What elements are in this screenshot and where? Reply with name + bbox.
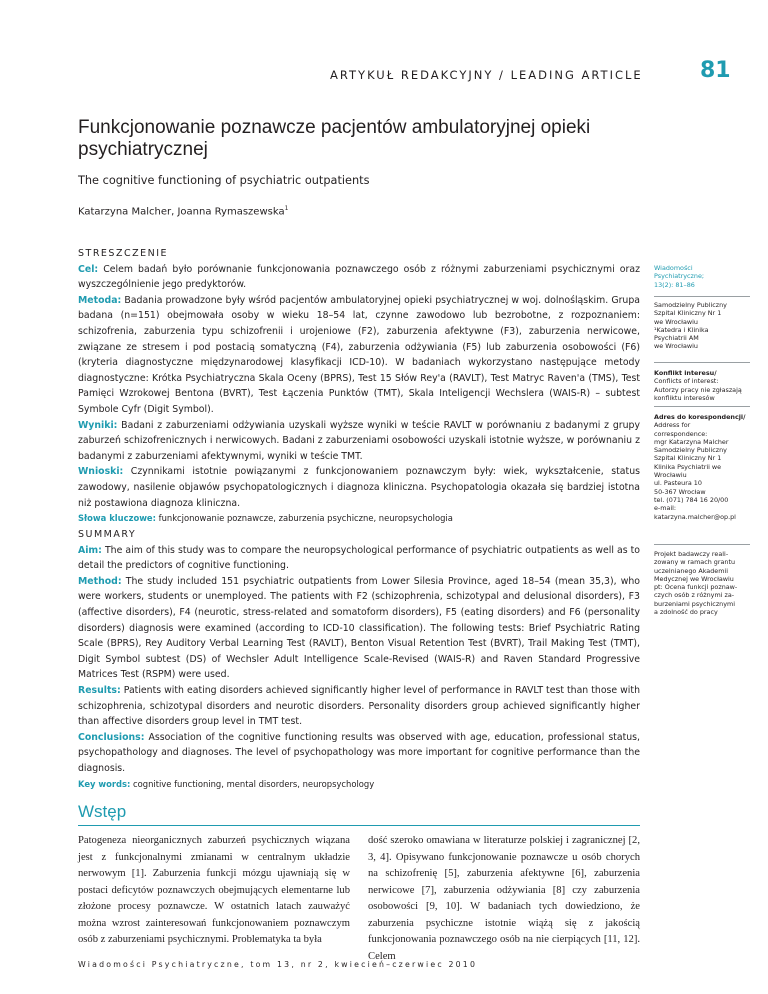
affiliation-line: ¹Katedra i Klinika — [654, 325, 709, 334]
address-line: tel. (071) 784 16 20/00 — [654, 495, 729, 504]
address-line: Wrocławiu — [654, 471, 687, 480]
body-column-right: dość szeroko omawiana w literaturze polskiej i zagranicznej [2, 3, 4]. Opisywano funkcjonowanie poznawcze u osób chorych na schizofrenię [5], zaburzenia afektywne [6], zaburzenia nerwicowe [7], zaburzenia odżywiania [8] czy zaburzenia osobowości [9, 10]. W badaniach tych dowiedziono, że zaburzenia psychiczne istotnie wiążą się z jakością funkcjonowania poznawczego osób na nie cierpiących [11, 12]. Celem — [368, 835, 640, 962]
label-conclusions: Conclusions: — [78, 731, 145, 743]
project-line: Medycznej we Wrocławiu — [654, 574, 734, 583]
label-results: Results: — [78, 684, 121, 696]
summary-keywords — [78, 777, 640, 793]
label-key-words: Key words: — [78, 778, 131, 789]
text-wyniki: Badani z zaburzeniami odżywiania uzyskali wyższe wyniki w teście RAVLT w porównaniu z badanymi z grupy zaburzeń schizofrenicznych i nerwicowych. Badani z zaburzeniami osobowości uzyskali istotnie wyższe, w porównaniu z badanymi z zaburzeniami afektywnymi, wyniki w teście TMT. — [78, 419, 640, 462]
abstract-results — [78, 418, 640, 465]
journal-name-2: Psychiatryczne; — [654, 272, 705, 281]
section-heading-intro: Wstęp — [78, 802, 127, 821]
summary-results — [78, 683, 640, 730]
journal-name: Wiadomości — [654, 264, 693, 272]
project-line: Projekt badawczy reali- — [654, 550, 729, 558]
sidebar-correspondence — [654, 413, 750, 521]
address-line: Adres do korespondencji/ — [654, 413, 746, 421]
sidebar-affiliation — [654, 301, 750, 351]
summary-heading: SUMMARY — [78, 529, 137, 540]
text-wnioski: Czynnikami istotnie powiązanymi z funkcjonowaniem poznawczym były: wiek, wykształcenie, status zawodowy, nasilenie objawów psychopatologicznych i diagnoza kliniczna. Psychopatologia okazała się bardziej istotna niż postawiona diagnoza kliniczna. — [78, 466, 640, 509]
sidebar-journal-ref — [654, 264, 750, 289]
address-line: Address for — [654, 421, 691, 430]
affiliation-line: we Wrocławiu — [654, 317, 698, 326]
page-number: 81 — [700, 58, 731, 83]
article-title: Funkcjonowanie poznawcze pacjentów ambulatoryjnej opieki psychiatrycznej — [78, 117, 591, 160]
address-line: Klinika Psychiatrii we — [654, 462, 722, 471]
text-metoda: Badania prowadzone były wśród pacjentów ambulatoryjnej opieki psychiatrycznej w woj. dolnośląskim. Grupa badana (n=151) obejmowała osoby w wieku 18–54 lat, czynne zawodowo lub bezrobotne, z rozpoznaniem: schizofrenia, zaburzenia typu schizofrenii i urojeniowe (F2), zaburzenia afektywne (F3), zaburzenia nerwicowe, związane ze stresem i pod postacią somatyczną (F4), zaburzenia odżywiania (F5) lub zaburzenia osobowości (F6) (kryteria diagnostyczne międzynarodowej klasyfikacji ICD-10). W badaniach wykorzystano następujące metody diagnostyczne: Krótka Psychiatryczna Skala Oceny (BPRS), Test 15 Słów Rey'a (RAVLT), Test Matryc Raven'a (TMS), Test Pamięci Wzrokowej Bentona (BVRT), Test Łączenia Punktów (TMT), Skala Inteligencji Wechslera (WAIS-R) – subtest Symbole Cyfr (Digit Symbol). — [78, 294, 640, 415]
author-affiliation-mark: 1 — [284, 205, 289, 212]
sidebar-divider — [654, 406, 750, 407]
address-line: ul. Pasteura 10 — [654, 479, 702, 488]
email-link[interactable]: katarzyna.malcher@op.pl — [654, 512, 736, 521]
text-cel: Celem badań było porównanie funkcjonowania poznawczego osób z różnymi zaburzeniami psychicznymi oraz wyszczególnienie jego predyktorów. — [78, 263, 640, 291]
sidebar-conflict-of-interest — [654, 369, 750, 402]
text-results: Patients with eating disorders achieved significantly higher level of performance in RAVLT test than those with schizophrenia, schizotypal disorders and neurotic disorders. Personality disorders group achieved significantly higher than affective disorders group level in TMT test. — [78, 684, 640, 728]
author-names: Katarzyna Malcher, Joanna Rymaszewska — [78, 206, 285, 218]
journal-volume: 13(2): 81–86 — [654, 280, 695, 289]
abstract-keywords — [78, 511, 640, 527]
text-method: The study included 151 psychiatric outpatients from Lower Silesia Province, aged 18–54 (mean 35,3), who were workers, students or unemployed. The patients with F2 (schizophrenia, schizotypal and delusional disorders), F3 (affective disorders), F4 (neurotic, stress-related and somatoform disorders), F5 (eating disorders) and F6 (personality disorders) diagnosis were examined (according to ICD-10 classification). The following tests: Brief Psychiatric Rating Scale (BPRS), Rey Auditory Verbal Learning Test (RAVLT), Benton Visual Retention Test (BVRT), Trail Making Test (TMT), Digit Symbol subtest (DS) of Wechsler Adult Intelligence Scale-Revised (WAIS-R) and Raven Standard Progressive Matrices Test (RSPM) were used. — [78, 575, 640, 681]
label-keywords: Słowa kluczowe: — [78, 513, 156, 524]
address-line: Samodzielny Publiczny — [654, 446, 727, 455]
affiliation-line: Samodzielny Publiczny — [654, 301, 727, 309]
address-line: correspondence: — [654, 429, 708, 438]
label-method: Method: — [78, 575, 122, 587]
text-aim: The aim of this study was to compare the neuropsychological performance of psychiatric outpatients as well as to detail the predictors of cognitive functioning. — [78, 544, 640, 572]
coi-line: konfliktu interesów — [654, 393, 715, 402]
label-aim: Aim: — [78, 544, 102, 556]
project-line: burzeniami psychicznymi — [654, 599, 736, 608]
section-divider — [78, 825, 640, 826]
page-footer: Wiadomości Psychiatryczne, tom 13, nr 2, kwiecień–czerwiec 2010 — [78, 960, 478, 969]
sidebar-divider — [654, 544, 750, 545]
text-conclusions: Association of the cognitive functioning results was observed with age, education, professional status, psychopathology and diagnoses. The level of psychopathology was more important for cognitive performance than the diagnosis. — [78, 731, 640, 774]
coi-line: Autorzy pracy nie zgłaszają — [654, 385, 742, 394]
sidebar-project-note — [654, 550, 750, 616]
label-metoda: Metoda: — [78, 294, 122, 306]
affiliation-line: we Wrocławiu — [654, 342, 698, 351]
project-line: czych osób z różnymi za- — [654, 591, 735, 600]
section-label: ARTYKUŁ REDAKCYJNY / LEADING ARTICLE — [330, 68, 643, 82]
affiliation-line: Szpital Kliniczny Nr 1 — [654, 309, 722, 318]
abstract-conclusions — [78, 464, 640, 511]
address-line: mgr Katarzyna Malcher — [654, 437, 729, 446]
summary-aim — [78, 543, 640, 574]
label-cel: Cel: — [78, 263, 99, 275]
project-line: pt: Ocena funkcji poznaw- — [654, 583, 738, 592]
label-wyniki: Wyniki: — [78, 419, 118, 431]
sidebar-divider — [654, 296, 750, 297]
label-wnioski: Wnioski: — [78, 466, 124, 478]
project-line: a zdolność do pracy — [654, 608, 718, 617]
summary-method — [78, 574, 640, 683]
summary-conclusions — [78, 730, 640, 777]
address-line: Szpital Kliniczny Nr 1 — [654, 454, 722, 463]
address-line: e-mail: — [654, 504, 677, 513]
text-keywords: funkcjonowanie poznawcze, zaburzenia psychiczne, neuropsychologia — [155, 513, 453, 524]
project-line: zowany w ramach grantu — [654, 558, 736, 567]
abstract-method — [78, 293, 640, 418]
authors — [78, 205, 288, 217]
abstract-english — [78, 527, 640, 792]
coi-line: Konflikt interesu/ — [654, 369, 717, 377]
abstract-aim — [78, 262, 640, 293]
project-line: uczelnianego Akademii — [654, 566, 728, 575]
abstract-polish — [78, 246, 640, 527]
address-line: 50-367 Wrocław — [654, 487, 706, 496]
coi-line: Conflicts of interest: — [654, 377, 719, 386]
abstract-heading: STRESZCZENIE — [78, 248, 169, 259]
affiliation-line: Psychiatrii AM — [654, 334, 699, 343]
body-column-left: Patogeneza nieorganicznych zaburzeń psychicznych wiązana jest z funkcjonalnymi zmianami w centralnym układzie nerwowym [1]. Zaburzenia funkcji mózgu ujawniają się w postaci deficytów poznawczych obejmujących elementarne lub złożone procesy poznawcze. W ostatnich latach zauważyć można wzrost zainteresowań funkcjonowaniem poznawczym osób z zaburzeniami psychicznymi. Problematyka ta była — [78, 835, 350, 945]
text-key-words: cognitive functioning, mental disorders, neuropsychology — [130, 778, 375, 789]
article-subtitle: The cognitive functioning of psychiatric outpatients — [78, 174, 370, 187]
sidebar-divider — [654, 362, 750, 363]
